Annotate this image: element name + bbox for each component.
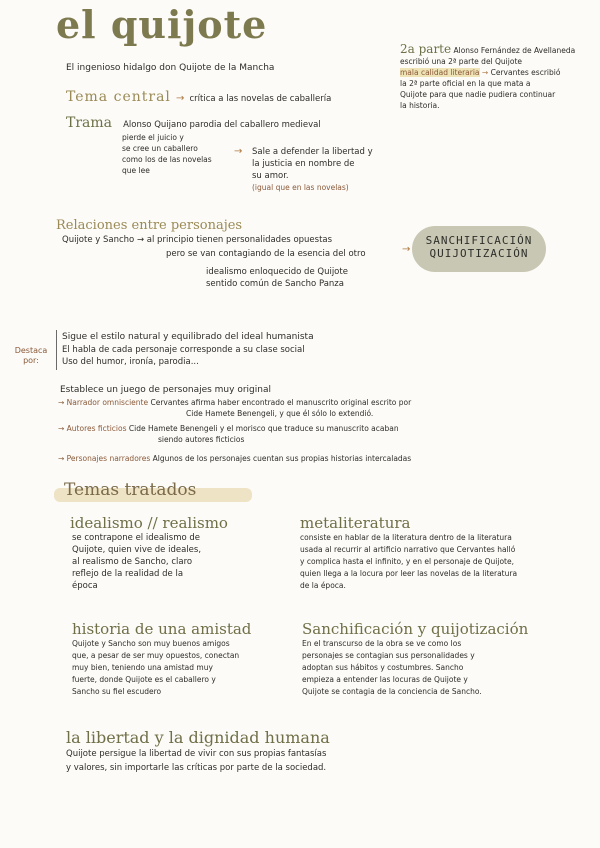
tema-central-text: crítica a las novelas de caballería <box>189 94 332 104</box>
tema-line: personajes se contagian sus personalidades y <box>302 651 475 660</box>
relaciones-line1: Quijote y Sancho → al principio tienen personalidades opuestas <box>62 235 333 245</box>
juego-text: Algunos de los personajes cuentan sus propias historias intercaladas <box>152 454 412 463</box>
tema-title: Sanchificación y quijotización <box>302 620 529 638</box>
trama <box>66 112 321 131</box>
second-part-line: Quijote para que nadie pudiera continuar <box>400 90 556 99</box>
second-part-line: Cervantes escribió <box>490 68 561 77</box>
arrow-icon: → <box>234 146 243 157</box>
second-part-line: escribió una 2ª parte del Quijote <box>400 57 522 66</box>
tema-block <box>300 514 590 592</box>
juego-heading: Establece un juego de personajes muy original <box>60 385 271 395</box>
relaciones-heading: Relaciones entre personajes <box>56 218 243 233</box>
trama-left <box>122 132 242 176</box>
tema-line: al realismo de Sancho, claro <box>72 557 193 567</box>
tema-line: adoptan sus hábitos y costumbres. Sancho <box>302 663 464 672</box>
trama-left-line: como los de las novelas <box>122 155 212 164</box>
second-part-block: 2a parte Alonso Fernández de Avellaneda escribió una 2ª parte del Quijote mala calidad literaria → Cervantes escribió la 2ª parte oficial en la que mata a Quijote para que nadie pudiera continuar la historia. <box>400 44 590 111</box>
second-part-highlight: mala calidad literaria <box>400 68 480 77</box>
relaciones-line2: pero se van contagiando de la esencia del otro <box>166 249 366 259</box>
tema-line: y complica hasta el infinito, y en el personaje de Quijote, <box>300 557 514 566</box>
destaca-item: Sigue el estilo natural y equilibrado del ideal humanista <box>62 332 314 342</box>
second-part-heading: 2a parte <box>400 42 452 56</box>
juego-label: → Narrador omnisciente <box>58 398 149 407</box>
tema-title: idealismo // realismo <box>70 514 228 532</box>
tema-central: Tema central → crítica a las novelas de caballería <box>66 89 332 105</box>
second-part-line: Alonso Fernández de Avellaneda <box>453 46 576 55</box>
juego-text: Cide Hamete Benengeli y el morisco que traduce su manuscrito acaban <box>128 424 399 433</box>
tema-line: En el transcurso de la obra se ve como los <box>302 639 462 648</box>
tema-line: Sancho su fiel escudero <box>72 687 162 696</box>
destaca-item: Uso del humor, ironía, parodia... <box>62 357 199 367</box>
tema-line: empieza a entender las locuras de Quijote y <box>302 675 468 684</box>
trama-right-line: la justicia en nombre de <box>252 159 355 169</box>
trama-right <box>252 146 412 193</box>
tema-line: muy bien, teniendo una amistad muy <box>72 663 213 672</box>
tema-line: se contrapone el idealismo de <box>72 533 201 543</box>
bubble-line: SANCHIFICACIÓN <box>425 234 533 247</box>
tema-line: Quijote y Sancho son muy buenos amigos <box>72 639 230 648</box>
juego-text: Cide Hamete Benengeli, y que él sólo lo extendió. <box>186 409 374 418</box>
tema-block <box>70 514 250 592</box>
tema-central-label: Tema central <box>66 89 171 105</box>
trama-left-line: se cree un caballero <box>122 144 198 153</box>
trama-label: Trama <box>66 115 112 131</box>
relaciones-line4: sentido común de Sancho Panza <box>206 279 344 289</box>
juego-label: → Personajes narradores <box>58 454 151 463</box>
tema-title: historia de una amistad <box>72 620 252 638</box>
tema-line: época <box>72 581 98 591</box>
trama-text: Alonso Quijano parodia del caballero medieval <box>123 120 321 130</box>
juego-text: siendo autores ficticios <box>158 435 245 444</box>
destaca-label: Destaca por: <box>14 346 48 365</box>
trama-right-line: su amor. <box>252 171 289 181</box>
tema-line: Quijote persigue la libertad de vivir con sus propias fantasías <box>66 749 327 759</box>
tema-line: Quijote, quien vive de ideales, <box>72 545 202 555</box>
tema-line: quien llega a la locura por leer las novelas de la literatura <box>300 569 518 578</box>
trama-right-line: Sale a defender la libertad y <box>252 147 373 157</box>
destaca-item: El habla de cada personaje corresponde a su clase social <box>62 345 305 355</box>
juego-text: Cervantes afirma haber encontrado el manuscrito original escrito por <box>150 398 412 407</box>
tema-line: fuerte, donde Quijote es el caballero y <box>72 675 216 684</box>
second-part-line: la historia. <box>400 101 440 110</box>
tema-line: Quijote se contagia de la conciencia de Sancho. <box>302 687 482 696</box>
trama-note: (igual que en las novelas) <box>252 183 349 192</box>
tema-line: de la época. <box>300 581 346 590</box>
relaciones-line3: idealismo enloquecido de Quijote <box>206 267 348 277</box>
tema-line: consiste en hablar de la literatura dentro de la literatura <box>300 533 512 542</box>
tema-block <box>66 728 566 775</box>
second-part-line: la 2ª parte oficial en la que mata a <box>400 79 531 88</box>
tema-title: la libertad y la dignidad humana <box>66 728 330 747</box>
subtitle: El ingenioso hidalgo don Quijote de la Mancha <box>66 63 275 73</box>
tema-line: que, a pesar de ser muy opuestos, conectan <box>72 651 240 660</box>
tema-title: metaliteratura <box>300 514 411 532</box>
juego-label: → Autores ficticios <box>58 424 127 433</box>
tema-line: usada al recurrir al artificio narrativo que Cervantes halló <box>300 545 516 554</box>
bubble-line: QUIJOTIZACIÓN <box>429 247 529 260</box>
juego-list <box>58 397 558 464</box>
temas-heading: Temas tratados <box>64 480 197 500</box>
tema-line: reflejo de la realidad de la <box>72 569 184 579</box>
tema-line: y valores, sin importarle las críticas por parte de la sociedad. <box>66 763 327 773</box>
tema-block <box>72 620 282 698</box>
page-title: el quijote <box>56 2 268 47</box>
trama-left-line: que lee <box>122 166 150 175</box>
arrow-icon: → <box>402 244 411 255</box>
trama-left-line: pierde el juicio y <box>122 133 184 142</box>
tema-block <box>302 620 592 698</box>
destaca-list <box>62 330 314 368</box>
sanchificacion-bubble <box>412 226 546 272</box>
bracket <box>56 330 57 370</box>
